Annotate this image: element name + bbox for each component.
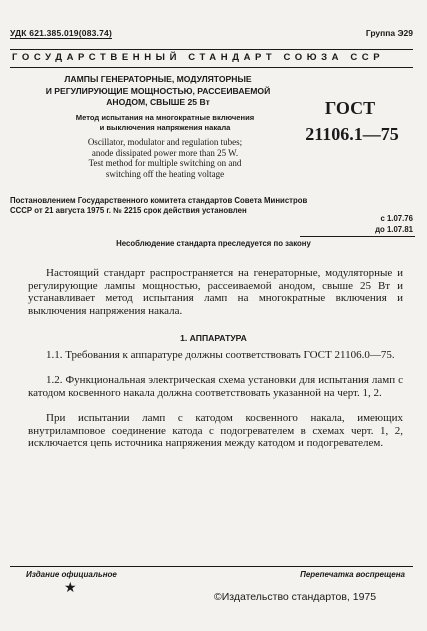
title-line: И РЕГУЛИРУЮЩИЕ МОЩНОСТЬЮ, РАССЕИВАЕМОЙ (45, 85, 271, 96)
title-line: АНОДОМ, СВЫШЕ 25 Вт (106, 97, 210, 107)
paragraph-1-3: При испытании ламп с катодом косвенного накала, имеющих внутриламповое соединение катода с подогревателем в схемах черт. 1, 2, исключается цепь источника напряжения между катодом и подогревателем. (28, 412, 403, 450)
method-line: Метод испытания на многократные включения (75, 113, 255, 122)
section-title: 1. АППАРАТУРА (180, 333, 247, 343)
english-line: switching off the heating voltage (105, 168, 225, 179)
official-edition: Издание официальное (26, 570, 117, 579)
title-method (50, 113, 280, 132)
validity-to: до 1.07.81 (375, 225, 413, 234)
star-icon: ★ (64, 581, 77, 596)
state-standard-heading: ГОСУДАРСТВЕННЫЙ СТАНДАРТ СОЮЗА ССР (12, 52, 385, 63)
title-english (50, 137, 280, 179)
gost-number: 21106.1—75 (305, 124, 399, 144)
gost-label: ГОСТ (324, 98, 376, 118)
title-line: ЛАМПЫ ГЕНЕРАТОРНЫЕ, МОДУЛЯТОРНЫЕ (64, 74, 252, 84)
title-russian (28, 74, 288, 109)
reprint-notice: Перепечатка воспрещена (300, 570, 405, 579)
intro-paragraph: Настоящий стандарт распространяется на генераторные, модуляторные и регулирующие лампы мощностью, рассеиваемой анодом, свыше 25 Вт и устанавливает метод испытания ламп на многократные включения и выключения напряжения накала. (28, 267, 403, 317)
group-code: Группа Э29 (365, 28, 413, 38)
decree-line: Постановлением Государственного комитета стандартов Совета Министров (10, 196, 308, 205)
english-line: Oscillator, modulator and regulation tubes; (87, 137, 243, 147)
decree-text (10, 196, 415, 216)
violation-notice: Несоблюдение стандарта преследуется по закону (116, 239, 311, 248)
footer-rule (10, 566, 413, 567)
udk-code: УДК 621.385.019(083.74) (10, 28, 112, 38)
decree-line: СССР от 21 августа 1975 г. № 2215 срок действия установлен (10, 206, 247, 215)
validity-from: с 1.07.76 (380, 214, 413, 223)
english-line: Test method for multiple switching on and (88, 158, 242, 168)
english-line: anode dissipated power more than 25 W. (91, 147, 239, 158)
header-rule-bottom (10, 67, 413, 68)
publisher-copyright: ©Издательство стандартов, 1975 (214, 591, 377, 603)
paragraph-1-2: 1.2. Функциональная электрическая схема установки для испытания ламп с катодом косвенного накала должна соответствовать указанной на черт. 1, 2. (28, 374, 403, 399)
paragraph-1-1: 1.1. Требования к аппаратуре должны соответствовать ГОСТ 21106.0—75. (46, 349, 395, 361)
header-rule-top (10, 49, 413, 50)
validity-rule (300, 236, 415, 237)
method-line: и выключения напряжения накала (99, 122, 231, 132)
